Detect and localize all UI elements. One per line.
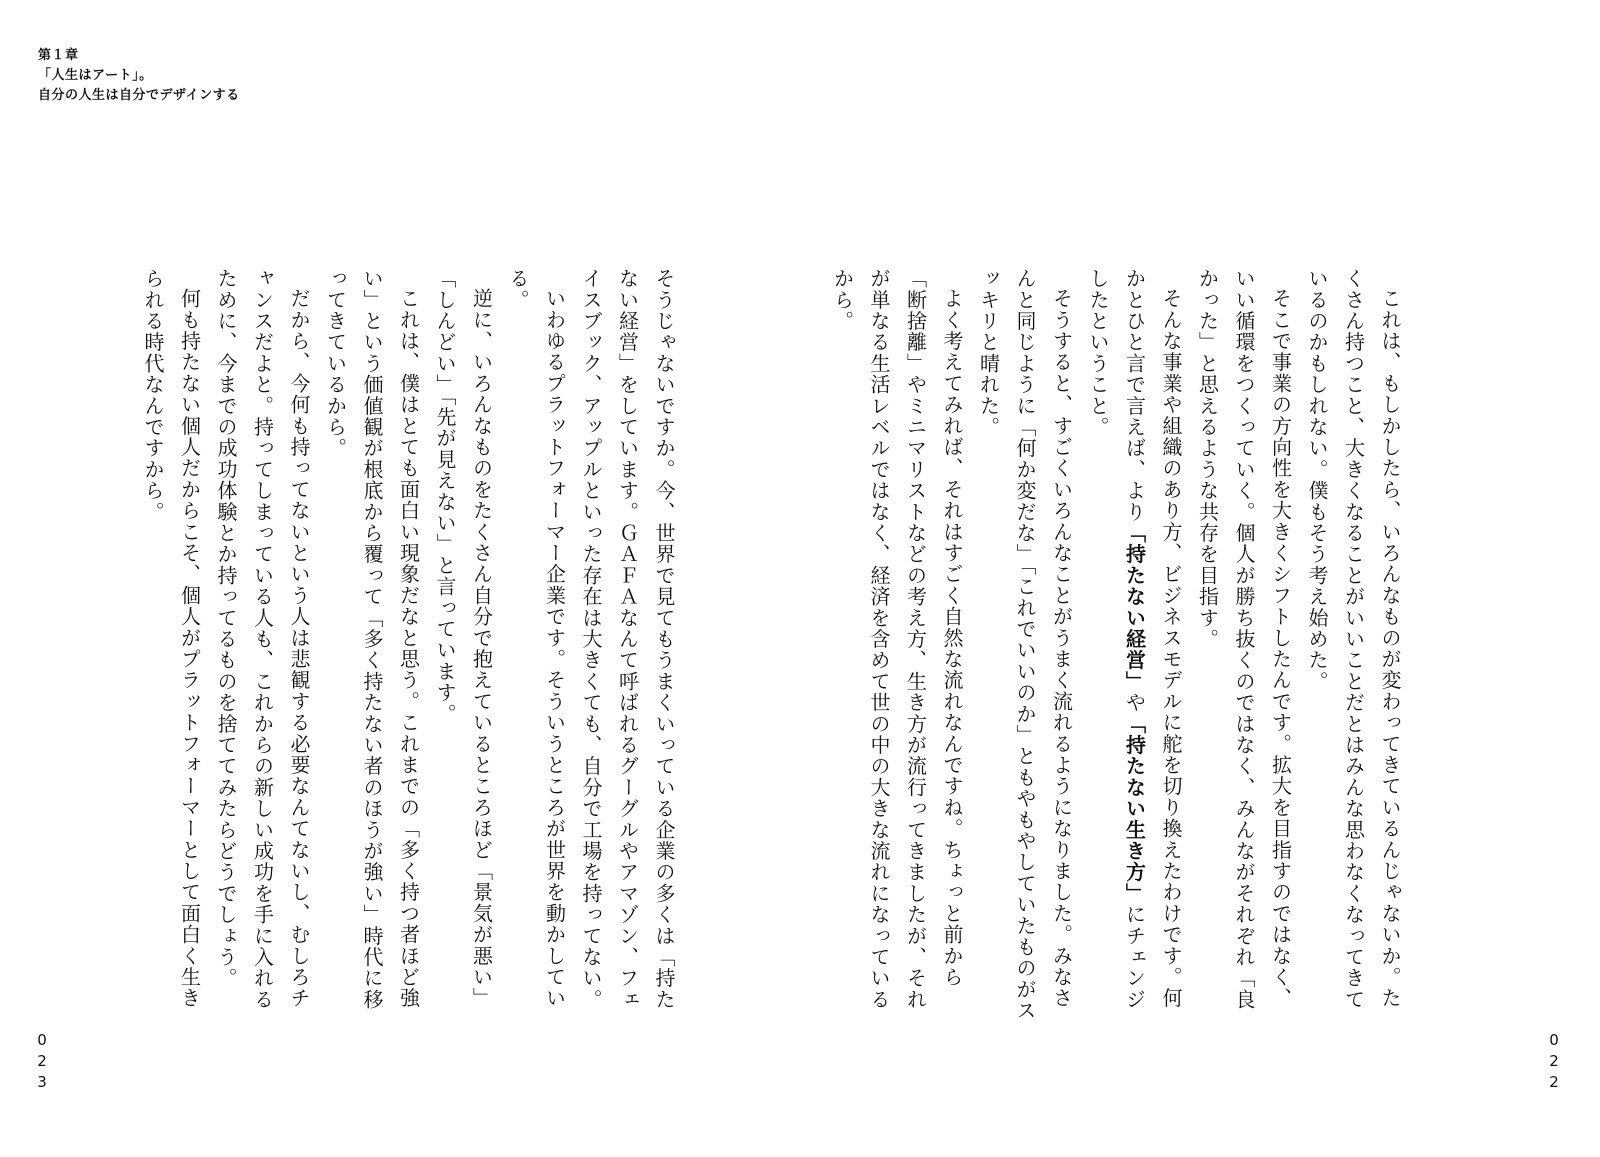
chapter-header <box>38 46 240 106</box>
right-page-body <box>824 268 1408 1028</box>
emphasis-keyword: 「持たない経営」 <box>1122 522 1147 693</box>
emphasis-keyword: 「持たない生き方」 <box>1122 713 1147 905</box>
chapter-title-line-1: 「人生はアート」。 <box>38 68 153 83</box>
paragraph: 何も持たない個人だからこそ、個人がプラットフォーマーとして面白く生きられる時代なんですから。 <box>141 268 202 1009</box>
paragraph <box>1080 268 1190 1028</box>
paragraph: よく考えてみれば、それはすごく自然な流れなんですね。ちょっと前から「断捨離」やミニマリストなどの考え方、生き方が流行ってきましたが、それが単なる生活レベルではなく、経済を含めて世の中の大きな流れになっているから。 <box>830 268 964 1010</box>
chapter-title-line-2: 自分の人生は自分でデザインする <box>38 88 240 103</box>
paragraph: これは、もしかしたら、いろんなものが変わってきているんじゃないか。たくさん持つこと、大きくなることがいいことだとはみんな思わなくなってきているのかもしれない。僕もそう考え始めた。 <box>1305 268 1402 1010</box>
chapter-number: 第１章 <box>38 48 79 63</box>
page-number-left: 023 <box>33 1031 51 1094</box>
paragraph: これは、僕はとても面白い現象だなと思う。これまでの「多く持つ者ほど強い」という価値観が根底から覆って「多く持たない者のほうが強い」時代に移ってきているから。 <box>323 268 421 1010</box>
paragraph: そうじゃないですか。今、世界で見てもうまくいっている企業の多くは「持たない経営」をしています。ＧＡＦＡなんて呼ばれるグーグルやアマゾン、フェイスブック、アップルといった存在は大きくても、自分で工場を持ってない。 <box>579 268 676 1010</box>
text-run: や <box>1122 692 1147 714</box>
page-number-right: 022 <box>1545 1031 1563 1094</box>
left-page-body <box>135 268 683 1028</box>
paragraph: いわゆるプラットフォーマー企業です。そういうところが世界を動かしている。 <box>506 268 567 1009</box>
paragraph: そこで事業の方向性を大きくシフトしたんです。拡大を目指すのではなく、いい循環をつくっていく。個人が勝ち抜くのではなく、みんながそれぞれ「良かった」と思えるような共存を目指す。 <box>1195 268 1293 1010</box>
paragraph: 逆に、いろんなものをたくさん自分で抱えているところほど「景気が悪い」「しんどい」「先が見えない」と言っています。 <box>433 268 494 1009</box>
text-run: そんな事業や組織のあり方、ビジネスモデルに舵を切り換えたわけです。何かとひと言で言えば、より <box>1122 268 1183 1009</box>
paragraph: だから、今何も持ってないという人は悲観する必要なんてないし、むしろチャンスだよと。持ってしまっている人も、これからの新しい成功を手に入れるために、今までの成功体験とか持ってるものを捨ててみたらどうでしょう。 <box>214 268 311 1010</box>
text-run: にチェンジしたということ。 <box>1086 268 1147 1011</box>
paragraph: そうすると、すごくいろんなことがうまく流れるようになりました。みなさんと同じように「何か変だな」「これでいいのか」ともやもやしていたものがスッキリと晴れた。 <box>976 268 1074 1022</box>
